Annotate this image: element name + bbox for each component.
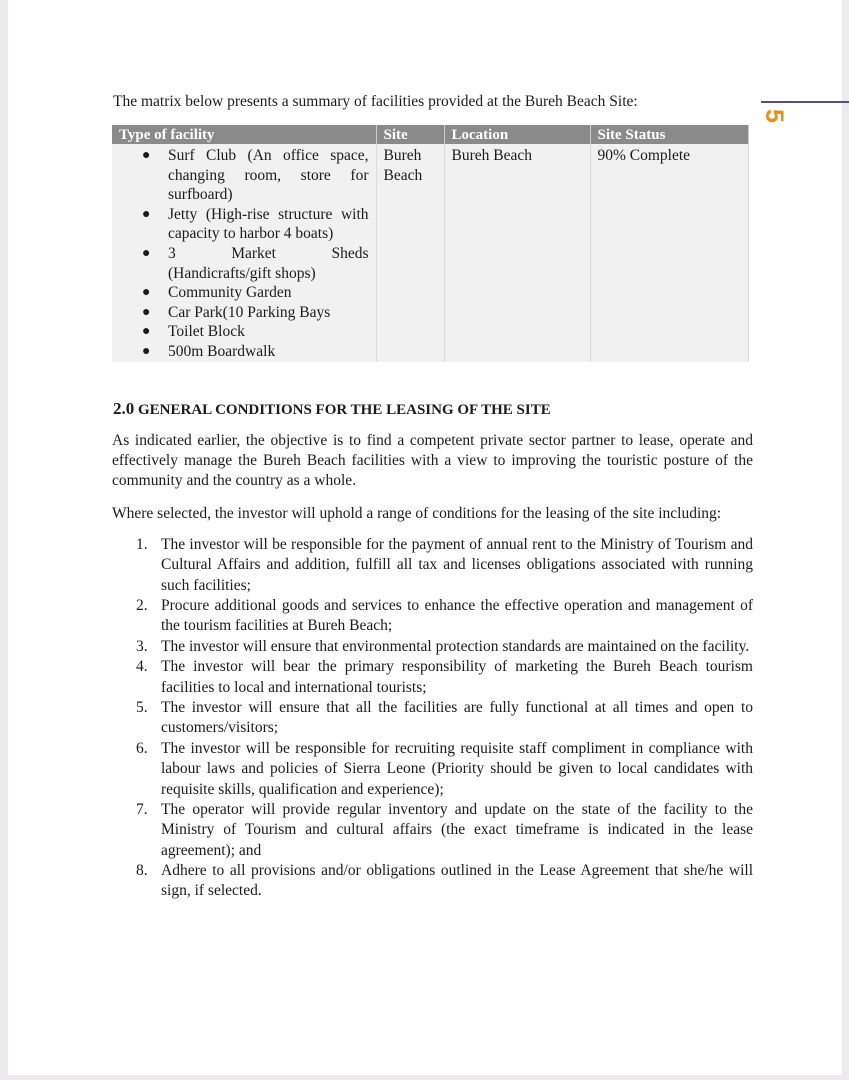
- item-number: 1.: [136, 536, 148, 553]
- header-site: Site: [376, 125, 444, 144]
- header-site-status: Site Status: [590, 125, 748, 144]
- table-row: [112, 144, 748, 362]
- list-item: 3. The investor will ensure that environmental protection standards are maintained on the facility.: [112, 637, 753, 657]
- intro-text: The matrix below presents a summary of facilities provided at the Bureh Beach Site:: [113, 93, 638, 110]
- status-cell: 90% Complete: [590, 144, 748, 362]
- list-item: ● Toilet Block: [142, 323, 245, 341]
- header-location: Location: [444, 125, 590, 144]
- market-sheds-detail: (Handicrafts/gift shops): [168, 264, 316, 282]
- item-number: 3.: [136, 637, 148, 655]
- list-item: ● Jetty (High-rise structure with capacity to harbor 4 boats): [142, 205, 369, 243]
- list-item: 7. The operator will provide regular inventory and update on the state of the facility to the Ministry of Tourism and cultural affairs (the exact timeframe is indicated in the lease agreement); and: [136, 800, 753, 859]
- section-heading: [113, 399, 551, 420]
- list-item: 8. Adhere to all provisions and/or obligations outlined in the Lease Agreement that she/he will sign, if selected.: [136, 862, 753, 900]
- market-sheds-line: 3 Market Sheds: [168, 244, 369, 262]
- list-item: 1. The investor will be responsible for the payment of annual rent to the Ministry of Tourism and Cultural Affairs and addition, fulfill all tax and licenses obligations associated with running such facilities;: [136, 536, 753, 594]
- objective-paragraph: As indicated earlier, the objective is to find a competent private sector partner to lease, operate and effectively manage the Bureh Beach facilities with a view to improving the touristic posture of the community and the country as a whole.: [112, 432, 753, 490]
- item-number: 6.: [136, 739, 148, 757]
- item-number: 7.: [136, 800, 148, 818]
- list-item: [119, 244, 369, 283]
- conditions-list: [112, 535, 753, 902]
- list-item: ● Community Garden: [142, 284, 292, 302]
- bullet-icon: ●: [142, 245, 151, 261]
- list-item: 5. The investor will ensure that all the facilities are fully functional at all times and open to customers/visitors;: [136, 699, 753, 737]
- bullet-icon: ●: [142, 285, 151, 301]
- bullet-icon: ●: [142, 206, 151, 222]
- item-number: 4.: [136, 658, 148, 676]
- facility-list: [119, 146, 369, 362]
- section-title: GENERAL CONDITIONS FOR THE LEASING OF THE SITE: [138, 402, 551, 418]
- bullet-icon: ●: [142, 148, 151, 163]
- list-item: ● Surf Club (An office space, changing room, store for surfboard): [142, 147, 369, 204]
- table-header-row: [112, 125, 748, 144]
- section-number: 2.0: [113, 399, 135, 418]
- bullet-icon: ●: [142, 304, 151, 320]
- bullet-icon: ●: [142, 343, 151, 359]
- header-type-of-facility: Type of facility: [112, 125, 376, 144]
- site-cell: Bureh Beach: [376, 144, 444, 362]
- list-item: 2. Procure additional goods and services to enhance the effective operation and management of the tourism facilities at Bureh Beach;: [136, 597, 753, 635]
- item-number: 8.: [136, 862, 148, 880]
- facility-list-cell: [112, 144, 376, 362]
- location-cell: Bureh Beach: [444, 144, 590, 362]
- conditions-intro-paragraph: Where selected, the investor will uphold a range of conditions for the leasing of the site including:: [112, 505, 722, 522]
- list-item: 6. The investor will be responsible for recruiting requisite staff compliment in compliance with labour laws and policies of Sierra Leone (Priority should be given to local candidates with requisite skills, qualification and experience);: [136, 739, 753, 798]
- list-item: 4. The investor will bear the primary responsibility of marketing the Bureh Beach tourism facilities to local and international tourists;: [136, 658, 753, 696]
- bullet-icon: ●: [142, 324, 151, 340]
- document-page: [8, 0, 842, 1075]
- list-item: ● 500m Boardwalk: [142, 342, 276, 360]
- item-number: 2.: [136, 597, 148, 615]
- facilities-table: [112, 125, 749, 362]
- item-number: 5.: [136, 699, 148, 717]
- page-number: 5: [760, 109, 788, 123]
- list-item: ● Car Park(10 Parking Bays: [142, 303, 331, 321]
